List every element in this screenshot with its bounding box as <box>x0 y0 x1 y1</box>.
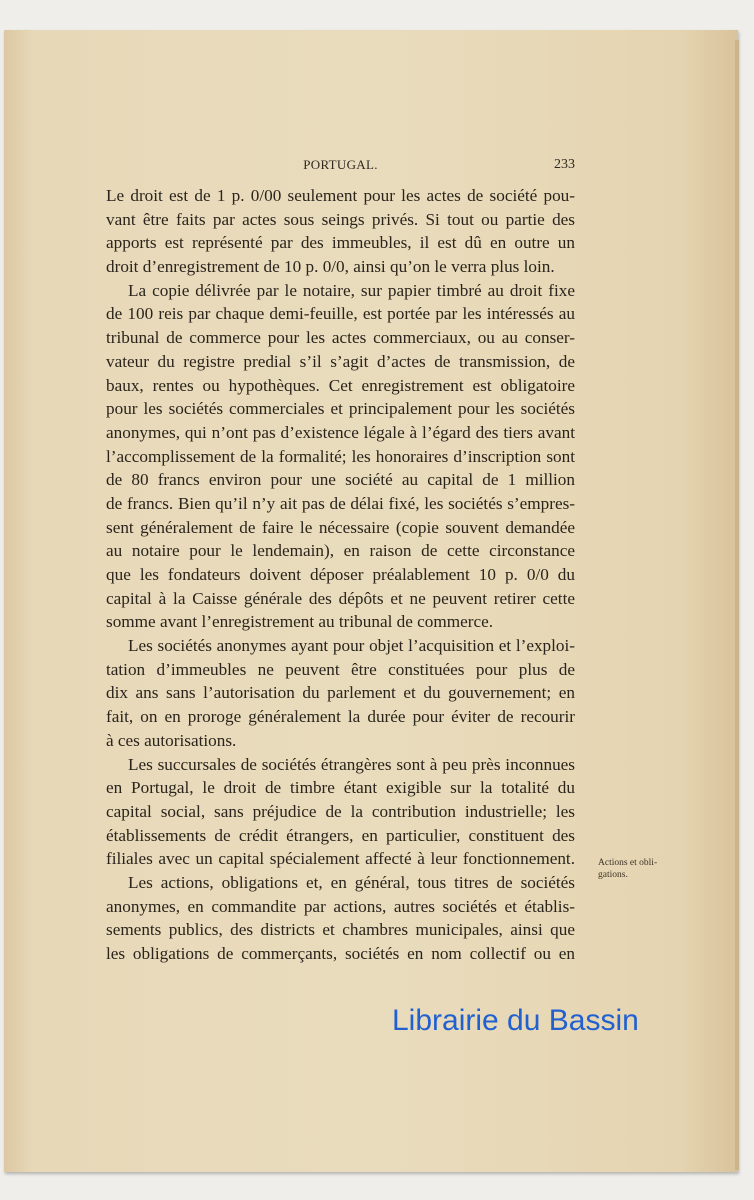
text-line: filiales avec un capital spécialement affecté à leur fonctionnement. <box>106 849 575 869</box>
text-line: en Portugal, le droit de timbre étant exigible sur la totalité du <box>106 778 575 798</box>
running-title: PORTUGAL. <box>303 157 378 172</box>
text-line: anonymes, en commandite par actions, autres sociétés et établis- <box>106 896 575 916</box>
text-line: Les succursales de sociétés étrangères sont à peu près inconnues <box>128 754 575 774</box>
text-line: Le droit est de 1 p. 0/00 seulement pour les actes de société pou- <box>106 186 575 205</box>
text-line: tribunal de commerce pour les actes commerciaux, ou au conser- <box>106 328 575 348</box>
text-line: de francs. Bien qu’il n’y ait pas de délai fixé, les sociétés s’empres- <box>106 493 575 513</box>
text-line: sements publics, des districts et chambres municipales, ainsi que <box>106 920 575 940</box>
text-line: pour les sociétés commerciales et principalement pour les sociétés <box>106 399 575 419</box>
text-line: somme avant l’enregistrement au tribunal de commerce. <box>106 612 494 632</box>
text-line: les obligations de commerçants, sociétés en nom collectif ou en <box>106 944 575 963</box>
text-line: sent généralement de faire le nécessaire (copie souvent demandée <box>106 517 575 537</box>
text-line: vant être faits par actes sous seings privés. Si tout ou partie des <box>106 209 575 229</box>
text-line: Les sociétés anonymes ayant pour objet l’acquisition et l’exploi- <box>128 636 575 656</box>
margin-note-line: gations. <box>598 870 628 880</box>
text-line: Les actions, obligations et, en général, tous titres de sociétés <box>128 872 575 892</box>
page-edge <box>735 40 739 1170</box>
page-header <box>106 157 575 177</box>
text-line: capital à la Caisse générale des dépôts et ne peuvent retirer cette <box>106 588 575 608</box>
body-text <box>106 184 575 966</box>
text-line: de 100 reis par chaque demi-feuille, est portée par les intéressés au <box>106 304 575 324</box>
text-line: apports est représenté par des immeubles, il est dû en outre un <box>106 233 575 253</box>
text-line: capital social, sans préjudice de la contribution industrielle; les <box>106 801 575 821</box>
text-line: dix ans sans l’autorisation du parlement et du gouvernement; en <box>106 683 575 703</box>
page-number: 233 <box>554 157 575 172</box>
watermark: Librairie du Bassin <box>392 1004 639 1037</box>
text-line: de 80 francs environ pour une société au capital de 1 million <box>106 470 575 490</box>
text-line: établissements de crédit étrangers, en particulier, constituent des <box>106 825 575 845</box>
text-line: à ces autorisations. <box>106 730 237 750</box>
text-line: tation d’immeubles ne peuvent être constituées pour plus de <box>106 659 575 679</box>
text-line: La copie délivrée par le notaire, sur papier timbré au droit fixe <box>128 280 575 300</box>
text-line: baux, rentes ou hypothèques. Cet enregistrement est obligatoire <box>106 375 575 395</box>
text-line: l’accomplissement de la formalité; les honoraires d’inscription sont <box>106 446 575 466</box>
text-line: droit d’enregistrement de 10 p. 0/0, ainsi qu’on le verra plus loin. <box>106 257 555 277</box>
text-line: que les fondateurs doivent déposer préalablement 10 p. 0/0 du <box>106 565 575 584</box>
margin-note <box>598 857 657 881</box>
text-line: fait, on en proroge généralement la durée pour éviter de recourir <box>106 707 575 727</box>
text-line: vateur du registre predial s’il s’agit d’actes de transmission, de <box>106 351 575 371</box>
margin-note-line: Actions et obli- <box>598 858 658 868</box>
text-line: anonymes, qui n’ont pas d’existence légale à l’égard des tiers avant <box>106 422 575 442</box>
text-line: au notaire pour le lendemain), en raison de cette circonstance <box>106 541 575 561</box>
